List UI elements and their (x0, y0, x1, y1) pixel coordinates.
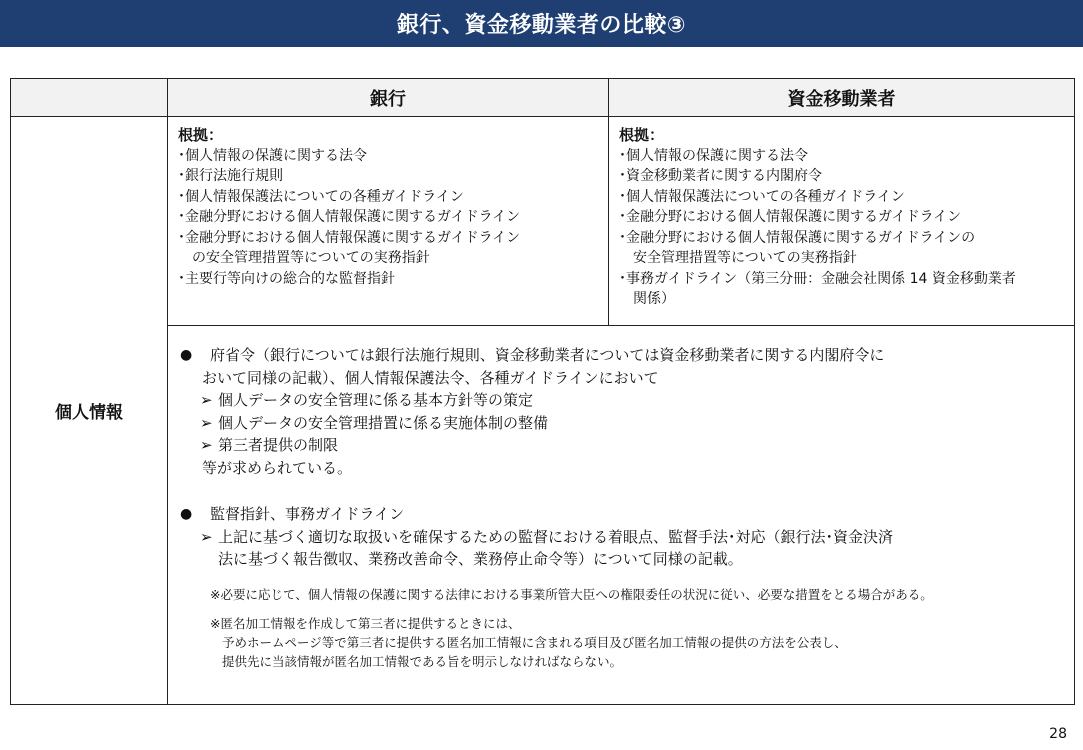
title-bar (0, 0, 1083, 47)
transfer-basis-item: ･金融分野における個人情報保護に関するガイドライン (619, 209, 962, 225)
row-label-cell (11, 117, 168, 705)
detail-cell (168, 326, 1075, 705)
note-1: ※必要に応じて、個人情報の保護に関する法律における事業所管大臣への権限委任の状況に従い、必要な措置をとる場合がある。 (210, 586, 933, 602)
bullet-marker: ● (180, 347, 193, 363)
column-header-bank: 銀行 (370, 88, 406, 110)
arrow-item (180, 389, 1062, 412)
arrow-item-text: 個人データの安全管理に係る基本方針等の策定 (218, 391, 534, 409)
page-title: 銀行、資金移動業者の比較③ (396, 13, 687, 38)
bullet1-line2: おいて同様の記載）、個人情報保護法令、各種ガイドラインにおいて (202, 368, 659, 387)
header-transfer-cell (609, 79, 1075, 117)
arrow-item-text: 上記に基づく適切な取扱いを確保するための監督における着眼点、監督手法･対応（銀行法･資金決済 (218, 527, 894, 546)
bank-basis-item: ･個人情報の保護に関する法令 (178, 147, 367, 164)
bullet-marker: ● (180, 506, 193, 522)
arrow-icon: ➢ (200, 391, 213, 409)
bullet2-line1: 監督指針、事務ガイドライン (210, 505, 405, 523)
bank-basis-heading: 根拠： (178, 126, 224, 144)
bullet-line (180, 503, 1062, 526)
arrow-item-text: 第三者提供の制限 (218, 436, 339, 454)
bank-basis-item: の安全管理措置等についての実務指針 (178, 250, 430, 266)
transfer-basis-item: ･資金移動業者に関する内閣府令 (619, 168, 822, 184)
arrow-icon: ➢ (200, 413, 213, 432)
note-2-line3: 提供先に当該情報が匿名加工情報である旨を明示しなければならない。 (222, 653, 623, 669)
arrow-item (180, 412, 1062, 435)
transfer-basis-item: ･金融分野における個人情報保護に関するガイドラインの (619, 229, 976, 246)
page-number: 28 (1049, 726, 1067, 742)
basis-row (11, 117, 1075, 326)
note-2-line2: 予めホームページ等で第三者に提供する匿名加工情報に含まれる項目及び匿名加工情報の提供の方法を公表し、 (222, 634, 847, 650)
bank-basis-item: ･個人情報保護法についての各種ガイドライン (178, 188, 464, 205)
note-2-line1: ※匿名加工情報を作成して第三者に提供するときには、 (210, 615, 521, 631)
arrow-item-text: 個人データの安全管理措置に係る実施体制の整備 (218, 413, 549, 432)
row-label: 個人情報 (55, 403, 123, 423)
arrow-icon: ➢ (200, 527, 213, 546)
bank-basis-item: ･銀行法施行規則 (178, 168, 283, 184)
arrow-item-continuation: 法に基づく報告徴収、業務改善命令、業務停止命令等）について同様の記載。 (218, 550, 743, 568)
arrow-item (180, 434, 1062, 457)
comparison-table (10, 78, 1075, 705)
transfer-basis-item: ･個人情報保護法についての各種ガイドライン (619, 188, 905, 205)
bank-basis-cell (168, 117, 609, 326)
notes (180, 585, 1062, 671)
bullet1-line1: 府省令（銀行については銀行法施行規則、資金移動業者については資金移動業者に関する内閣府令に (210, 346, 885, 364)
bank-basis-item: ･主要行等向けの総合的な監督指針 (178, 270, 395, 287)
bullet1-tail: 等が求められている。 (202, 458, 353, 477)
bullet-block-1 (180, 344, 1062, 479)
spacer (180, 491, 1062, 503)
transfer-basis-cell (609, 117, 1075, 326)
detail-row (11, 326, 1075, 705)
bullet-line (180, 344, 1062, 367)
header-empty-cell (11, 79, 168, 117)
transfer-basis-item: ･事務ガイドライン（第三分冊：金融会社関係 14 資金移動業者 (619, 270, 1016, 287)
column-header-transfer: 資金移動業者 (787, 88, 896, 110)
header-bank-cell (168, 79, 609, 117)
transfer-basis-item: ･個人情報の保護に関する法令 (619, 147, 808, 164)
header-row (11, 79, 1075, 117)
arrow-item (180, 526, 1062, 549)
arrow-icon: ➢ (200, 436, 213, 454)
transfer-basis-item: 関係） (619, 291, 675, 307)
bank-basis-item: ･金融分野における個人情報保護に関するガイドライン (178, 209, 521, 225)
bullet-block-2 (180, 503, 1062, 571)
transfer-basis-heading: 根拠： (619, 126, 665, 144)
bank-basis-item: ･金融分野における個人情報保護に関するガイドライン (178, 229, 521, 246)
transfer-basis-item: 安全管理措置等についての実務指針 (619, 250, 857, 266)
